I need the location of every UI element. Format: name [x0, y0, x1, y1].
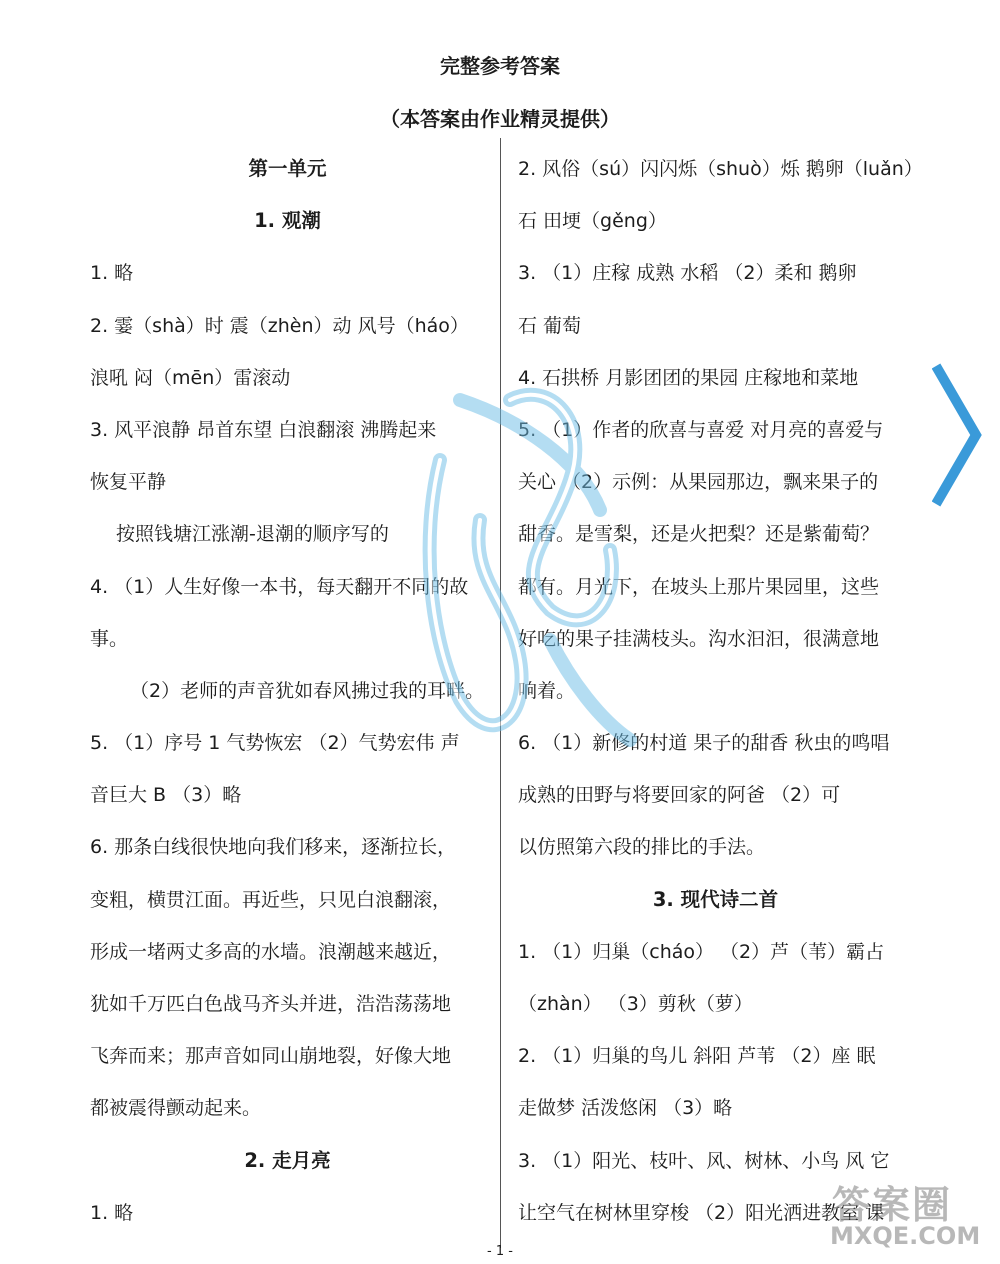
- chevron-right-icon[interactable]: [932, 360, 982, 510]
- text-line: 关心 （2）示例：从果园那边，飘来果子的: [518, 471, 879, 494]
- text-line: 5. （1）序号 1 气势恢宏 （2）气势宏伟 声: [90, 732, 460, 755]
- text-line: 飞奔而来；那声音如同山崩地裂，好像大地: [90, 1045, 452, 1068]
- text-line: 6. 那条白线很快地向我们移来，逐渐拉长，: [90, 836, 457, 859]
- text-line: 3. （1）庄稼 成熟 水稻 （2）柔和 鹅卵: [518, 262, 857, 285]
- text-line: 按照钱塘江涨潮-退潮的顺序写的: [116, 523, 389, 546]
- text-line: 走做梦 活泼悠闲 （3）略: [518, 1097, 733, 1120]
- text-line: 2. 风俗（sú）闪闪烁（shuò）烁 鹅卵（luǎn）: [518, 158, 923, 180]
- text-line: 浪吼 闷（mēn）雷滚动: [90, 366, 291, 389]
- text-line: 好吃的果子挂满枝头。沟水汩汩，很满意地: [518, 627, 880, 650]
- text-line: 3. （1）阳光、枝叶、风、树林、小鸟 风 它: [518, 1149, 890, 1172]
- lesson-heading: 2. 走月亮: [244, 1148, 331, 1172]
- watermark-site: MXQE.COM: [830, 1222, 981, 1250]
- lesson-heading: 3. 现代诗二首: [652, 887, 779, 911]
- text-line: 甜香。是雪梨，还是火把梨？还是紫葡萄？: [518, 523, 880, 546]
- text-line: 变粗，横贯江面。再近些，只见白浪翻滚，: [90, 888, 452, 911]
- text-line: 都被震得颤动起来。: [90, 1097, 262, 1120]
- page-title: 完整参考答案: [440, 54, 560, 78]
- text-line: 1. 略: [90, 262, 134, 285]
- text-line: 恢复平静: [90, 471, 167, 494]
- text-line: 形成一堵两丈多高的水墙。浪潮越来越近，: [90, 940, 452, 963]
- text-line: 4. 石拱桥 月影团团的果园 庄稼地和菜地: [518, 366, 859, 389]
- text-line: （zhàn） （3）剪秋（萝）: [518, 993, 753, 1015]
- text-line: （2）老师的声音犹如春风拂过我的耳畔。: [130, 679, 485, 702]
- watermark-logo: [400, 340, 650, 780]
- text-line: 成熟的田野与将要回家的阿爸 （2）可: [518, 784, 841, 807]
- text-line: 1. 略: [90, 1201, 134, 1224]
- text-line: 以仿照第六段的排比的手法。: [518, 836, 766, 859]
- text-line: 石 葡萄: [518, 314, 582, 337]
- text-line: 音巨大 B （3）略: [90, 784, 242, 807]
- text-line: 都有。月光下，在坡头上那片果园里，这些: [518, 575, 880, 598]
- text-line: 石 田埂（gěng）: [518, 210, 667, 233]
- unit-heading: 第一单元: [248, 157, 327, 180]
- text-line: 让空气在树林里穿梭 （2）阳光洒进教室 课: [518, 1201, 885, 1224]
- text-line: 1. （1）归巢（cháo） （2）芦（苇）霸占: [518, 940, 885, 963]
- watermark-brand: 答案圈: [832, 1183, 953, 1227]
- text-line: 响着。: [518, 679, 576, 702]
- text-line: 事。: [90, 627, 129, 650]
- text-line: 3. 风平浪静 昂首东望 白浪翻滚 沸腾起来: [90, 418, 437, 441]
- page-subtitle: （本答案由作业精灵提供）: [380, 107, 620, 131]
- text-line: 5. （1）作者的欣喜与喜爱 对月亮的喜爱与: [518, 418, 884, 441]
- text-line: 2. （1）归巢的鸟儿 斜阳 芦苇 （2）座 眠: [518, 1045, 876, 1068]
- text-line: 6. （1）新修的村道 果子的甜香 秋虫的鸣唱: [518, 732, 890, 755]
- text-line: 犹如千万匹白色战马齐头并进，浩浩荡荡地: [90, 993, 452, 1015]
- lesson-heading: 1. 观潮: [254, 209, 321, 233]
- text-line: 4. （1）人生好像一本书，每天翻开不同的故: [90, 575, 469, 598]
- page-number: - 1 -: [487, 1244, 513, 1259]
- text-line: 2. 霎（shà）时 震（zhèn）动 风号（háo）: [90, 314, 469, 337]
